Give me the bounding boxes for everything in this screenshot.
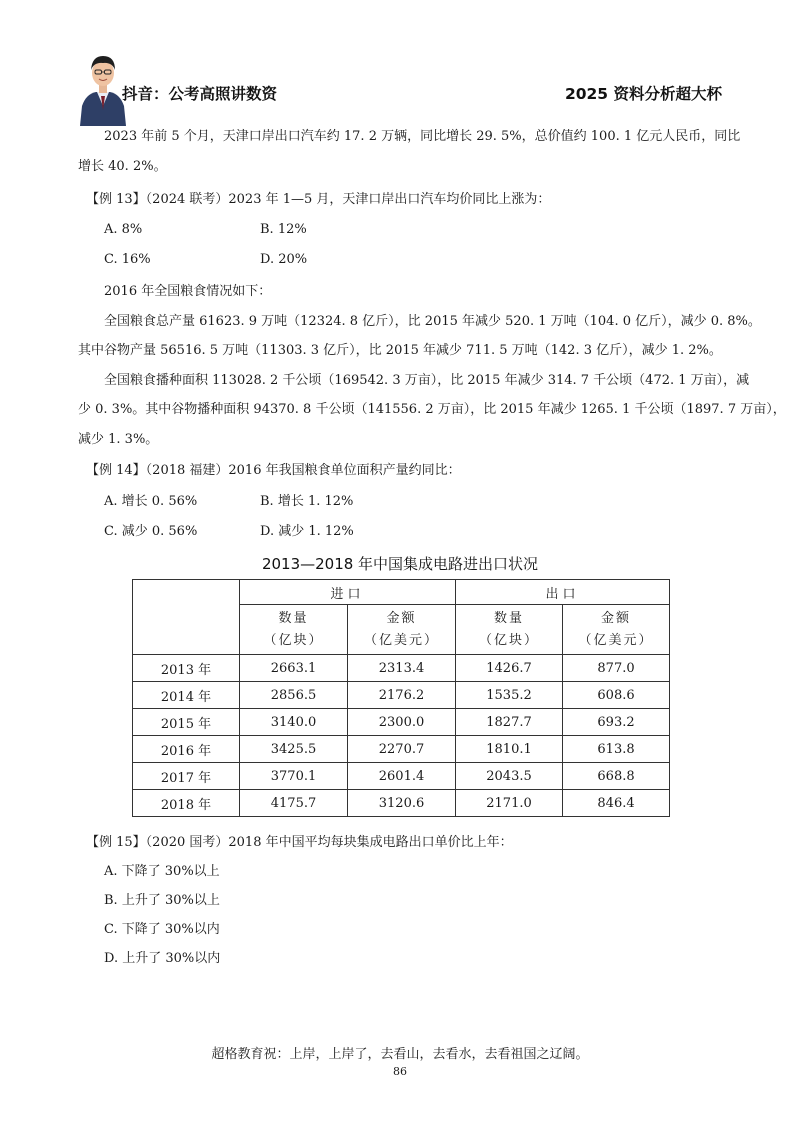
- export-amt: 693.2: [563, 709, 670, 736]
- header-right-title: 2025 资料分析超大杯: [564, 85, 722, 103]
- import-qty: 3140.0: [240, 709, 348, 736]
- export-amt: 613.8: [563, 736, 670, 763]
- import-qty: 2663.1: [240, 655, 348, 682]
- passage-line: 少 0. 3%。其中谷物播种面积 94370. 8 千公顷（141556. 2 万亩），比 2015 年减少 1265. 1 千公顷（1897. 7 万亩），: [78, 402, 786, 417]
- passage-line: 2023 年前 5 个月，天津口岸出口汽车约 17. 2 万辆，同比增长 29. 5%，总价值约 100. 1 亿元人民币，同比: [104, 129, 741, 144]
- export-amt: 877.0: [563, 655, 670, 682]
- page-number: 86: [393, 1065, 407, 1078]
- table-row: [133, 736, 670, 763]
- group-header-import: 进口: [240, 580, 456, 605]
- export-qty: 1535.2: [456, 682, 563, 709]
- option-d: D. 上升了 30%以内: [104, 951, 221, 966]
- import-qty: 3425.5: [240, 736, 348, 763]
- question-stem: 【例 15】（2020 国考）2018 年中国平均每块集成电路出口单价比上年：: [86, 835, 513, 850]
- row-year: 2016 年: [133, 736, 240, 763]
- export-qty: 1426.7: [456, 655, 563, 682]
- passage-line: 2016 年全国粮食情况如下：: [104, 284, 272, 299]
- option-d: D. 20%: [260, 252, 308, 267]
- option-c: C. 下降了 30%以内: [104, 922, 220, 937]
- col-header-export-qty: 数量 （亿块）: [456, 605, 563, 655]
- passage-line: 其中谷物产量 56516. 5 万吨（11303. 3 亿斤），比 2015 年减少 711. 5 万吨（142. 3 亿斤），减少 1. 2%。: [78, 343, 722, 358]
- row-year: 2017 年: [133, 763, 240, 790]
- import-amt: 2176.2: [348, 682, 456, 709]
- option-a: A. 增长 0. 56%: [104, 494, 198, 509]
- group-header-export: 出口: [456, 580, 670, 605]
- import-amt: 2300.0: [348, 709, 456, 736]
- footer-slogan: 超格教育祝：上岸，上岸了，去看山，去看水，去看祖国之辽阔。: [211, 1047, 589, 1062]
- export-amt: 846.4: [563, 790, 670, 817]
- table-row: [133, 763, 670, 790]
- corner-cell: [133, 580, 240, 655]
- table-row: [133, 682, 670, 709]
- row-year: 2015 年: [133, 709, 240, 736]
- import-amt: 2601.4: [348, 763, 456, 790]
- option-b: B. 12%: [260, 222, 307, 237]
- question-stem: 【例 13】（2024 联考）2023 年 1—5 月，天津口岸出口汽车均价同比上涨为：: [86, 192, 551, 207]
- import-amt: 2313.4: [348, 655, 456, 682]
- header-left-title: 抖音：公考高照讲数资: [122, 85, 278, 103]
- table-row: [133, 655, 670, 682]
- import-qty: 4175.7: [240, 790, 348, 817]
- question-stem: 【例 14】（2018 福建）2016 年我国粮食单位面积产量约同比：: [86, 463, 461, 478]
- ic-trade-table: [132, 579, 670, 817]
- author-photo: [78, 48, 128, 126]
- import-amt: 2270.7: [348, 736, 456, 763]
- option-a: A. 下降了 30%以上: [104, 864, 220, 879]
- export-amt: 668.8: [563, 763, 670, 790]
- option-d: D. 减少 1. 12%: [260, 524, 354, 539]
- col-header-import-qty: 数量 （亿块）: [240, 605, 348, 655]
- table-row: [133, 709, 670, 736]
- import-qty: 2856.5: [240, 682, 348, 709]
- export-qty: 1827.7: [456, 709, 563, 736]
- passage-line: 增长 40. 2%。: [78, 159, 167, 174]
- option-a: A. 8%: [104, 222, 143, 237]
- table-row: [133, 790, 670, 817]
- passage-line: 全国粮食总产量 61623. 9 万吨（12324. 8 亿斤），比 2015 年减少 520. 1 万吨（104. 0 亿斤），减少 0. 8%。: [104, 314, 761, 329]
- passage-line: 全国粮食播种面积 113028. 2 千公顷（169542. 3 万亩），比 2015 年减少 314. 7 千公顷（472. 1 万亩），减: [104, 373, 750, 388]
- export-amt: 608.6: [563, 682, 670, 709]
- row-year: 2014 年: [133, 682, 240, 709]
- import-qty: 3770.1: [240, 763, 348, 790]
- export-qty: 2043.5: [456, 763, 563, 790]
- col-header-import-amt: 金额 （亿美元）: [348, 605, 456, 655]
- row-year: 2013 年: [133, 655, 240, 682]
- table-title: 2013—2018 年中国集成电路进出口状况: [261, 555, 539, 573]
- col-header-export-amt: 金额 （亿美元）: [563, 605, 670, 655]
- passage-line: 减少 1. 3%。: [78, 432, 159, 447]
- option-b: B. 增长 1. 12%: [260, 494, 354, 509]
- option-c: C. 16%: [104, 252, 151, 267]
- export-qty: 1810.1: [456, 736, 563, 763]
- option-b: B. 上升了 30%以上: [104, 893, 220, 908]
- row-year: 2018 年: [133, 790, 240, 817]
- import-amt: 3120.6: [348, 790, 456, 817]
- option-c: C. 减少 0. 56%: [104, 524, 198, 539]
- export-qty: 2171.0: [456, 790, 563, 817]
